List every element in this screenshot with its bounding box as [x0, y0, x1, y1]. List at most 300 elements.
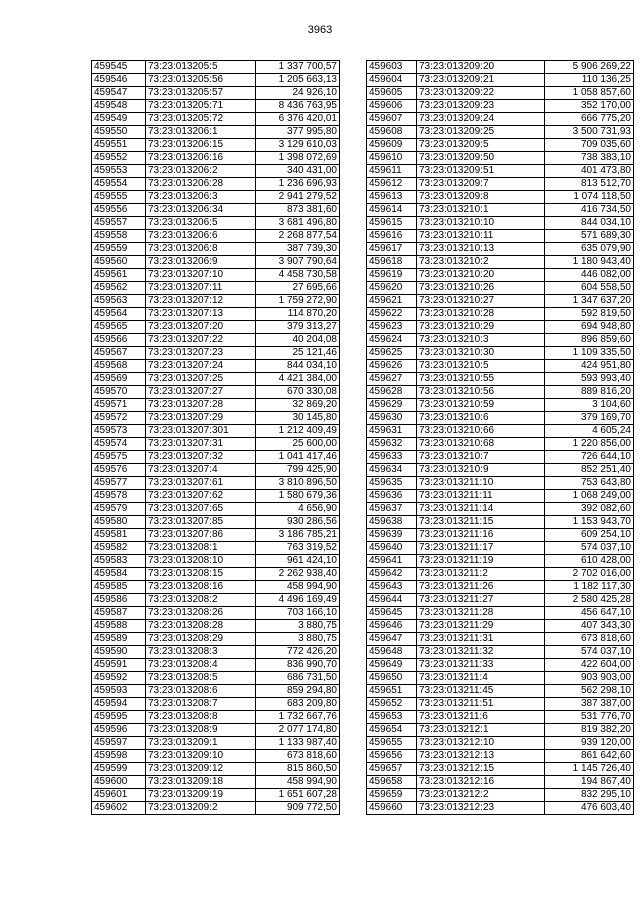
cadastral-value: 832 295,10	[545, 789, 634, 802]
cadastral-value: 861 642,60	[545, 750, 634, 763]
table-row	[367, 451, 634, 464]
cadastral-value: 1 068 249,00	[545, 490, 634, 503]
cadastral-value: 673 818,60	[545, 633, 634, 646]
row-id: 459598	[92, 750, 146, 763]
cadastral-value: 458 994,90	[256, 776, 340, 789]
cadastral-value: 446 082,00	[545, 269, 634, 282]
row-id: 459611	[367, 165, 417, 178]
table-row	[92, 646, 340, 659]
cadastral-number: 73:23:013210:27	[417, 295, 545, 308]
cadastral-value: 738 383,10	[545, 152, 634, 165]
cadastral-value: 844 034,10	[545, 217, 634, 230]
cadastral-number: 73:23:013212:16	[417, 776, 545, 789]
cadastral-value: 3 104,60	[545, 399, 634, 412]
cadastral-value: 903 903,00	[545, 672, 634, 685]
cadastral-number: 73:23:013208:9	[146, 724, 256, 737]
row-id: 459651	[367, 685, 417, 698]
cadastral-number: 73:23:013212:10	[417, 737, 545, 750]
cadastral-value: 593 993,40	[545, 373, 634, 386]
cadastral-number: 73:23:013212:1	[417, 724, 545, 737]
table-row	[367, 438, 634, 451]
cadastral-value: 609 254,10	[545, 529, 634, 542]
row-id: 459553	[92, 165, 146, 178]
cadastral-number: 73:23:013207:62	[146, 490, 256, 503]
cadastral-number: 73:23:013209:18	[146, 776, 256, 789]
table-row	[92, 100, 340, 113]
row-id: 459603	[367, 61, 417, 74]
row-id: 459652	[367, 698, 417, 711]
cadastral-value: 1 074 118,50	[545, 191, 634, 204]
table-row	[367, 802, 634, 815]
row-id: 459628	[367, 386, 417, 399]
cadastral-value: 4 458 730,58	[256, 269, 340, 282]
cadastral-value: 1 145 726,40	[545, 763, 634, 776]
cadastral-value: 709 035,60	[545, 139, 634, 152]
cadastral-value: 6 376 420,01	[256, 113, 340, 126]
table-row	[92, 529, 340, 542]
cadastral-table-left	[91, 60, 340, 815]
cadastral-number: 73:23:013210:20	[417, 269, 545, 282]
cadastral-number: 73:23:013211:31	[417, 633, 545, 646]
table-row	[367, 477, 634, 490]
cadastral-number: 73:23:013207:31	[146, 438, 256, 451]
table-row	[367, 763, 634, 776]
table-row	[367, 204, 634, 217]
table-row	[92, 126, 340, 139]
cadastral-value: 27 695,66	[256, 282, 340, 295]
cadastral-value: 3 500 731,93	[545, 126, 634, 139]
cadastral-number: 73:23:013208:10	[146, 555, 256, 568]
row-id: 459617	[367, 243, 417, 256]
table-row	[92, 750, 340, 763]
cadastral-value: 1 180 943,40	[545, 256, 634, 269]
cadastral-number: 73:23:013210:5	[417, 360, 545, 373]
cadastral-number: 73:23:013207:12	[146, 295, 256, 308]
table-row	[367, 139, 634, 152]
row-id: 459615	[367, 217, 417, 230]
row-id: 459593	[92, 685, 146, 698]
cadastral-number: 73:23:013211:11	[417, 490, 545, 503]
cadastral-value: 1 580 679,36	[256, 490, 340, 503]
cadastral-number: 73:23:013207:10	[146, 269, 256, 282]
cadastral-value: 3 129 610,03	[256, 139, 340, 152]
table-row	[367, 165, 634, 178]
cadastral-number: 73:23:013209:1	[146, 737, 256, 750]
cadastral-number: 73:23:013206:1	[146, 126, 256, 139]
cadastral-number: 73:23:013212:13	[417, 750, 545, 763]
row-id: 459577	[92, 477, 146, 490]
row-id: 459597	[92, 737, 146, 750]
row-id: 459569	[92, 373, 146, 386]
row-id: 459579	[92, 503, 146, 516]
row-id: 459547	[92, 87, 146, 100]
cadastral-value: 3 880,75	[256, 620, 340, 633]
cadastral-value: 194 867,40	[545, 776, 634, 789]
table-row	[92, 74, 340, 87]
row-id: 459570	[92, 386, 146, 399]
row-id: 459648	[367, 646, 417, 659]
table-row	[92, 204, 340, 217]
table-row	[367, 607, 634, 620]
table-row	[92, 334, 340, 347]
table-row	[367, 230, 634, 243]
table-row	[92, 516, 340, 529]
table-row	[92, 87, 340, 100]
table-row	[367, 217, 634, 230]
table-row	[92, 269, 340, 282]
row-id: 459622	[367, 308, 417, 321]
cadastral-value: 476 603,40	[545, 802, 634, 815]
table-row	[367, 100, 634, 113]
cadastral-number: 73:23:013209:19	[146, 789, 256, 802]
cadastral-value: 592 819,50	[545, 308, 634, 321]
row-id: 459549	[92, 113, 146, 126]
cadastral-value: 574 037,10	[545, 542, 634, 555]
cadastral-number: 73:23:013211:45	[417, 685, 545, 698]
cadastral-value: 2 702 016,00	[545, 568, 634, 581]
row-id: 459636	[367, 490, 417, 503]
row-id: 459595	[92, 711, 146, 724]
cadastral-value: 896 859,60	[545, 334, 634, 347]
row-id: 459621	[367, 295, 417, 308]
cadastral-value: 32 869,20	[256, 399, 340, 412]
cadastral-value: 401 473,80	[545, 165, 634, 178]
cadastral-number: 73:23:013211:10	[417, 477, 545, 490]
table-row	[92, 698, 340, 711]
cadastral-value: 844 034,10	[256, 360, 340, 373]
row-id: 459552	[92, 152, 146, 165]
row-id: 459638	[367, 516, 417, 529]
row-id: 459573	[92, 425, 146, 438]
table-row	[92, 165, 340, 178]
row-id: 459594	[92, 698, 146, 711]
row-id: 459586	[92, 594, 146, 607]
cadastral-value: 1 337 700,57	[256, 61, 340, 74]
row-id: 459572	[92, 412, 146, 425]
cadastral-number: 73:23:013209:25	[417, 126, 545, 139]
cadastral-value: 531 776,70	[545, 711, 634, 724]
row-id: 459614	[367, 204, 417, 217]
row-id: 459592	[92, 672, 146, 685]
cadastral-value: 416 734,50	[545, 204, 634, 217]
row-id: 459612	[367, 178, 417, 191]
row-id: 459578	[92, 490, 146, 503]
cadastral-number: 73:23:013211:16	[417, 529, 545, 542]
cadastral-value: 666 775,20	[545, 113, 634, 126]
cadastral-number: 73:23:013208:1	[146, 542, 256, 555]
table-row	[92, 386, 340, 399]
cadastral-value: 387 739,30	[256, 243, 340, 256]
row-id: 459646	[367, 620, 417, 633]
cadastral-value: 852 251,40	[545, 464, 634, 477]
table-row	[92, 581, 340, 594]
cadastral-number: 73:23:013212:15	[417, 763, 545, 776]
cadastral-number: 73:23:013211:15	[417, 516, 545, 529]
row-id: 459619	[367, 269, 417, 282]
cadastral-number: 73:23:013207:24	[146, 360, 256, 373]
cadastral-value: 939 120,00	[545, 737, 634, 750]
cadastral-value: 340 431,00	[256, 165, 340, 178]
cadastral-number: 73:23:013208:28	[146, 620, 256, 633]
cadastral-value: 873 381,60	[256, 204, 340, 217]
row-id: 459643	[367, 581, 417, 594]
table-row	[367, 178, 634, 191]
cadastral-number: 73:23:013208:7	[146, 698, 256, 711]
table-row	[92, 633, 340, 646]
cadastral-number: 73:23:013207:65	[146, 503, 256, 516]
row-id: 459581	[92, 529, 146, 542]
cadastral-value: 458 994,90	[256, 581, 340, 594]
row-id: 459653	[367, 711, 417, 724]
cadastral-value: 352 170,00	[545, 100, 634, 113]
cadastral-number: 73:23:013206:5	[146, 217, 256, 230]
cadastral-value: 961 424,10	[256, 555, 340, 568]
cadastral-value: 1 759 272,90	[256, 295, 340, 308]
cadastral-value: 1 109 335,50	[545, 347, 634, 360]
cadastral-number: 73:23:013205:72	[146, 113, 256, 126]
cadastral-number: 73:23:013209:12	[146, 763, 256, 776]
row-id: 459585	[92, 581, 146, 594]
cadastral-number: 73:23:013207:13	[146, 308, 256, 321]
cadastral-number: 73:23:013206:28	[146, 178, 256, 191]
cadastral-number: 73:23:013210:3	[417, 334, 545, 347]
cadastral-value: 686 731,50	[256, 672, 340, 685]
cadastral-number: 73:23:013207:301	[146, 425, 256, 438]
cadastral-number: 73:23:013209:2	[146, 802, 256, 815]
row-id: 459631	[367, 425, 417, 438]
cadastral-value: 683 209,80	[256, 698, 340, 711]
cadastral-number: 73:23:013212:2	[417, 789, 545, 802]
table-row	[367, 646, 634, 659]
row-id: 459563	[92, 295, 146, 308]
table-row	[367, 776, 634, 789]
row-id: 459654	[367, 724, 417, 737]
table-row	[367, 490, 634, 503]
cadastral-value: 379 169,70	[545, 412, 634, 425]
table-row	[367, 698, 634, 711]
cadastral-value: 1 133 987,40	[256, 737, 340, 750]
cadastral-number: 73:23:013211:28	[417, 607, 545, 620]
row-id: 459650	[367, 672, 417, 685]
cadastral-number: 73:23:013207:29	[146, 412, 256, 425]
cadastral-value: 1 153 943,70	[545, 516, 634, 529]
table-row	[367, 724, 634, 737]
row-id: 459645	[367, 607, 417, 620]
row-id: 459609	[367, 139, 417, 152]
cadastral-value: 1 205 663,13	[256, 74, 340, 87]
cadastral-number: 73:23:013205:56	[146, 74, 256, 87]
table-row	[367, 516, 634, 529]
row-id: 459641	[367, 555, 417, 568]
row-id: 459571	[92, 399, 146, 412]
row-id: 459596	[92, 724, 146, 737]
row-id: 459618	[367, 256, 417, 269]
table-row	[367, 633, 634, 646]
cadastral-value: 1 220 856,00	[545, 438, 634, 451]
table-row	[367, 113, 634, 126]
cadastral-value: 1 347 637,20	[545, 295, 634, 308]
row-id: 459564	[92, 308, 146, 321]
row-id: 459630	[367, 412, 417, 425]
cadastral-number: 73:23:013207:86	[146, 529, 256, 542]
table-row	[367, 74, 634, 87]
cadastral-value: 772 426,20	[256, 646, 340, 659]
cadastral-number: 73:23:013209:21	[417, 74, 545, 87]
table-row	[367, 152, 634, 165]
row-id: 459659	[367, 789, 417, 802]
row-id: 459561	[92, 269, 146, 282]
cadastral-number: 73:23:013209:7	[417, 178, 545, 191]
cadastral-number: 73:23:013207:4	[146, 464, 256, 477]
table-row	[92, 191, 340, 204]
cadastral-value: 40 204,08	[256, 334, 340, 347]
row-id: 459658	[367, 776, 417, 789]
table-row	[92, 555, 340, 568]
cadastral-value: 753 643,80	[545, 477, 634, 490]
row-id: 459640	[367, 542, 417, 555]
table-row	[367, 672, 634, 685]
cadastral-value: 25 600,00	[256, 438, 340, 451]
cadastral-number: 73:23:013205:5	[146, 61, 256, 74]
cadastral-value: 670 330,08	[256, 386, 340, 399]
table-row	[92, 802, 340, 815]
cadastral-number: 73:23:013211:33	[417, 659, 545, 672]
cadastral-value: 703 166,10	[256, 607, 340, 620]
table-row	[367, 334, 634, 347]
cadastral-number: 73:23:013206:9	[146, 256, 256, 269]
table-row	[92, 217, 340, 230]
table-row	[92, 113, 340, 126]
cadastral-number: 73:23:013206:3	[146, 191, 256, 204]
cadastral-number: 73:23:013208:15	[146, 568, 256, 581]
cadastral-value: 4 605,24	[545, 425, 634, 438]
cadastral-value: 610 428,00	[545, 555, 634, 568]
cadastral-number: 73:23:013207:27	[146, 386, 256, 399]
row-id: 459567	[92, 347, 146, 360]
table-row	[92, 620, 340, 633]
cadastral-value: 604 558,50	[545, 282, 634, 295]
table-row	[92, 763, 340, 776]
cadastral-value: 110 136,25	[545, 74, 634, 87]
row-id: 459574	[92, 438, 146, 451]
cadastral-number: 73:23:013210:55	[417, 373, 545, 386]
row-id: 459562	[92, 282, 146, 295]
cadastral-number: 73:23:013210:13	[417, 243, 545, 256]
cadastral-number: 73:23:013211:17	[417, 542, 545, 555]
row-id: 459555	[92, 191, 146, 204]
cadastral-number: 73:23:013210:59	[417, 399, 545, 412]
cadastral-value: 3 186 785,21	[256, 529, 340, 542]
table-row	[92, 542, 340, 555]
cadastral-value: 635 079,90	[545, 243, 634, 256]
cadastral-value: 456 647,10	[545, 607, 634, 620]
page-number: 3963	[307, 24, 333, 36]
cadastral-number: 73:23:013209:51	[417, 165, 545, 178]
cadastral-value: 1 182 117,30	[545, 581, 634, 594]
row-id: 459591	[92, 659, 146, 672]
table-row	[367, 269, 634, 282]
table-row	[92, 308, 340, 321]
row-id: 459548	[92, 100, 146, 113]
cadastral-number: 73:23:013207:85	[146, 516, 256, 529]
cadastral-value: 813 512,70	[545, 178, 634, 191]
cadastral-number: 73:23:013209:10	[146, 750, 256, 763]
table-row	[367, 594, 634, 607]
cadastral-value: 2 262 938,40	[256, 568, 340, 581]
row-id: 459601	[92, 789, 146, 802]
table-row	[92, 360, 340, 373]
row-id: 459599	[92, 763, 146, 776]
row-id: 459616	[367, 230, 417, 243]
table-row	[367, 321, 634, 334]
cadastral-number: 73:23:013210:2	[417, 256, 545, 269]
cadastral-value: 8 436 763,95	[256, 100, 340, 113]
cadastral-value: 799 425,90	[256, 464, 340, 477]
cadastral-number: 73:23:013210:11	[417, 230, 545, 243]
row-id: 459604	[367, 74, 417, 87]
table-row	[367, 711, 634, 724]
row-id: 459589	[92, 633, 146, 646]
cadastral-number: 73:23:013211:4	[417, 672, 545, 685]
row-id: 459626	[367, 360, 417, 373]
table-row	[92, 178, 340, 191]
cadastral-value: 3 880,75	[256, 633, 340, 646]
table-row	[92, 568, 340, 581]
cadastral-value: 836 990,70	[256, 659, 340, 672]
cadastral-number: 73:23:013210:26	[417, 282, 545, 295]
table-row	[367, 256, 634, 269]
row-id: 459633	[367, 451, 417, 464]
row-id: 459545	[92, 61, 146, 74]
table-row	[92, 594, 340, 607]
cadastral-number: 73:23:013211:14	[417, 503, 545, 516]
table-row	[92, 737, 340, 750]
cadastral-value: 562 298,10	[545, 685, 634, 698]
table-row	[367, 620, 634, 633]
cadastral-number: 73:23:013208:3	[146, 646, 256, 659]
cadastral-value: 1 236 696,93	[256, 178, 340, 191]
cadastral-number: 73:23:013211:32	[417, 646, 545, 659]
cadastral-number: 73:23:013205:57	[146, 87, 256, 100]
cadastral-value: 889 816,20	[545, 386, 634, 399]
row-id: 459600	[92, 776, 146, 789]
row-id: 459647	[367, 633, 417, 646]
table-row	[92, 295, 340, 308]
cadastral-number: 73:23:013210:6	[417, 412, 545, 425]
cadastral-number: 73:23:013210:68	[417, 438, 545, 451]
cadastral-value: 2 941 279,52	[256, 191, 340, 204]
table-row	[367, 542, 634, 555]
cadastral-number: 73:23:013210:29	[417, 321, 545, 334]
row-id: 459627	[367, 373, 417, 386]
row-id: 459625	[367, 347, 417, 360]
table-row	[92, 230, 340, 243]
table-row	[367, 412, 634, 425]
row-id: 459566	[92, 334, 146, 347]
cadastral-number: 73:23:013211:6	[417, 711, 545, 724]
cadastral-number: 73:23:013210:9	[417, 464, 545, 477]
cadastral-number: 73:23:013208:5	[146, 672, 256, 685]
cadastral-number: 73:23:013209:5	[417, 139, 545, 152]
cadastral-number: 73:23:013206:34	[146, 204, 256, 217]
table-row	[367, 87, 634, 100]
cadastral-number: 73:23:013210:56	[417, 386, 545, 399]
cadastral-number: 73:23:013208:16	[146, 581, 256, 594]
table-row	[92, 789, 340, 802]
cadastral-number: 73:23:013208:6	[146, 685, 256, 698]
table-row	[92, 425, 340, 438]
cadastral-value: 407 343,30	[545, 620, 634, 633]
